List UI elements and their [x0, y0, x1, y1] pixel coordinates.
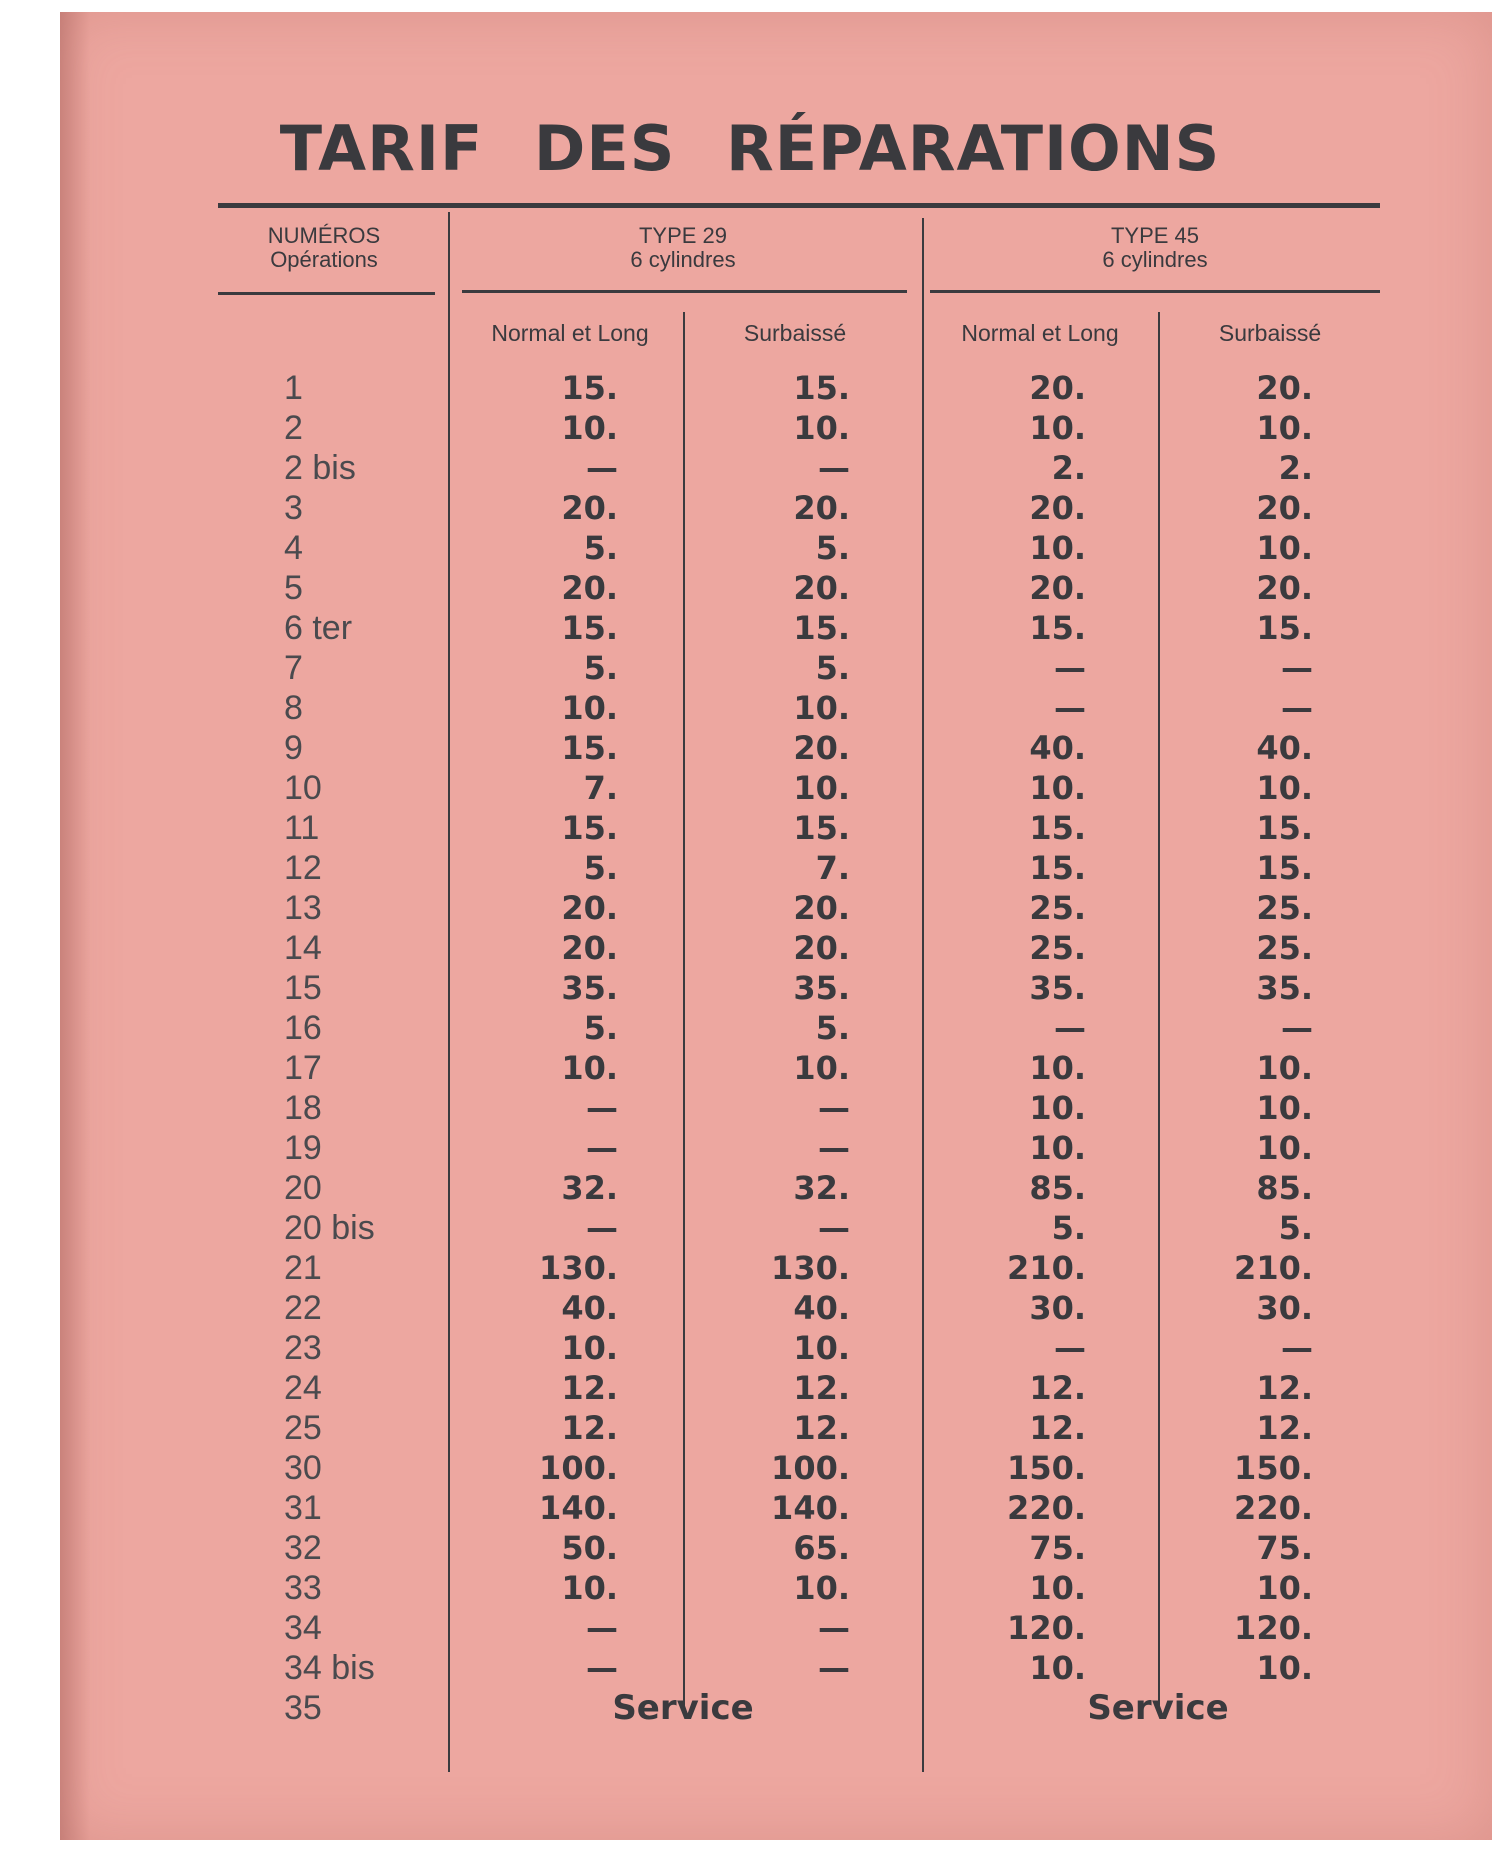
operation-number: 2 bis	[284, 449, 356, 487]
cell-type29-surbaisse: 32.	[793, 1169, 850, 1207]
cell-type45-surbaisse: —	[1281, 649, 1313, 687]
cell-type45-surbaisse: 210.	[1234, 1249, 1313, 1287]
cell-type29-normal: —	[586, 1609, 618, 1647]
cell-type45-surbaisse: 20.	[1256, 369, 1313, 407]
cell-type45-surbaisse: 25.	[1256, 929, 1313, 967]
table-row-service	[0, 1688, 1500, 1728]
cell-type45-normal: —	[1054, 649, 1086, 687]
operation-number: 7	[284, 649, 303, 687]
cell-type45-surbaisse: 10.	[1256, 1129, 1313, 1167]
cell-type29-normal: —	[586, 449, 618, 487]
cell-type45-surbaisse: 10.	[1256, 1049, 1313, 1087]
cell-type45-surbaisse: 20.	[1256, 569, 1313, 607]
cell-type45-surbaisse: 2.	[1278, 449, 1313, 487]
cell-type29-surbaisse: 100.	[771, 1449, 850, 1487]
cell-type45-normal: 10.	[1029, 1569, 1086, 1607]
cell-type45-surbaisse: 120.	[1234, 1609, 1313, 1647]
table-row	[0, 1008, 1500, 1048]
cell-type45-normal: 120.	[1007, 1609, 1086, 1647]
cell-type29-surbaisse: 12.	[793, 1369, 850, 1407]
table-row	[0, 1528, 1500, 1568]
table-row	[0, 528, 1500, 568]
cell-type29-normal: 15.	[561, 729, 618, 767]
type45-underline	[930, 290, 1380, 293]
numbers-underline	[218, 292, 435, 295]
cell-type45-surbaisse: 30.	[1256, 1289, 1313, 1327]
subheader-type29-normal: Normal et Long	[491, 320, 649, 346]
cell-type29-normal: 5.	[583, 529, 618, 567]
operation-number: 9	[284, 729, 303, 767]
cell-type45-normal: 30.	[1029, 1289, 1086, 1327]
cell-type45-surbaisse: 12.	[1256, 1409, 1313, 1447]
cell-type29-surbaisse: 20.	[793, 489, 850, 527]
cell-type29-normal: 5.	[583, 649, 618, 687]
cell-type45-normal: —	[1054, 689, 1086, 727]
cell-type29-surbaisse: 10.	[793, 689, 850, 727]
table-row	[0, 1168, 1500, 1208]
operation-number: 6 ter	[284, 609, 353, 647]
table-row	[0, 928, 1500, 968]
table-row	[0, 808, 1500, 848]
cell-type45-normal: 210.	[1007, 1249, 1086, 1287]
cell-type45-normal: 12.	[1029, 1369, 1086, 1407]
operation-number: 22	[284, 1289, 322, 1327]
cell-type29-normal: 10.	[561, 1329, 618, 1367]
table-row	[0, 968, 1500, 1008]
tariff-rows	[0, 368, 1500, 1728]
cell-type45-surbaisse: 10.	[1256, 1649, 1313, 1687]
cell-type45-surbaisse: 15.	[1256, 849, 1313, 887]
table-row	[0, 368, 1500, 408]
operation-number: 14	[284, 929, 322, 967]
cell-type45-normal: 10.	[1029, 1129, 1086, 1167]
subheader-type45-normal: Normal et Long	[961, 320, 1119, 346]
cell-type29-normal: —	[586, 1649, 618, 1687]
cell-type45-normal: 10.	[1029, 1649, 1086, 1687]
cell-type45-normal: 25.	[1029, 889, 1086, 927]
cell-type45-surbaisse: 5.	[1278, 1209, 1313, 1247]
operation-number: 34	[284, 1609, 322, 1647]
cell-type29-surbaisse: 10.	[793, 769, 850, 807]
operation-number: 25	[284, 1409, 322, 1447]
cell-type45-normal: 75.	[1029, 1529, 1086, 1567]
operation-number: 5	[284, 569, 303, 607]
cell-type45-normal: —	[1054, 1009, 1086, 1047]
cell-type29-surbaisse: 5.	[815, 529, 850, 567]
cell-type29-normal: 35.	[561, 969, 618, 1007]
cell-type29-surbaisse: 7.	[815, 849, 850, 887]
cell-type45-normal: 35.	[1029, 969, 1086, 1007]
cell-type29-surbaisse: 65.	[793, 1529, 850, 1567]
cell-type29-normal: 20.	[561, 569, 618, 607]
table-row	[0, 448, 1500, 488]
cell-type45-normal: 150.	[1007, 1449, 1086, 1487]
cell-type29-surbaisse: 35.	[793, 969, 850, 1007]
header-type45	[930, 224, 1380, 272]
table-row	[0, 1648, 1500, 1688]
cell-type29-normal: 100.	[539, 1449, 618, 1487]
cell-type29-surbaisse: 5.	[815, 1009, 850, 1047]
cell-type29-surbaisse: 130.	[771, 1249, 850, 1287]
cell-type29-surbaisse: 40.	[793, 1289, 850, 1327]
cell-type29-surbaisse: 5.	[815, 649, 850, 687]
cell-type29-normal: 7.	[583, 769, 618, 807]
table-row	[0, 1488, 1500, 1528]
cell-type45-normal: 10.	[1029, 409, 1086, 447]
cell-type45-normal: 12.	[1029, 1409, 1086, 1447]
header-type29-line1: TYPE 29	[638, 223, 728, 248]
operation-number: 20 bis	[284, 1209, 375, 1247]
operation-number: 24	[284, 1369, 322, 1407]
cell-type45-surbaisse: —	[1281, 1009, 1313, 1047]
operation-number: 32	[284, 1529, 322, 1567]
cell-type29-surbaisse: 10.	[793, 1329, 850, 1367]
cell-type29-normal: 12.	[561, 1409, 618, 1447]
cell-type29-surbaisse: 20.	[793, 889, 850, 927]
cell-type29-normal: 20.	[561, 889, 618, 927]
header-numbers	[218, 224, 430, 272]
cell-type29-normal: 10.	[561, 1569, 618, 1607]
type29-underline	[462, 290, 907, 293]
cell-type29-normal: 10.	[561, 1049, 618, 1087]
cell-type45-surbaisse: 12.	[1256, 1369, 1313, 1407]
cell-type29-surbaisse: —	[818, 1609, 850, 1647]
operation-number: 20	[284, 1169, 322, 1207]
table-row	[0, 648, 1500, 688]
operation-number: 15	[284, 969, 322, 1007]
cell-type29-normal: 140.	[539, 1489, 618, 1527]
table-row	[0, 1288, 1500, 1328]
operation-number: 11	[284, 809, 320, 847]
table-row	[0, 1408, 1500, 1448]
operation-number: 16	[284, 1009, 322, 1047]
subheader-type45-surbaisse: Surbaissé	[1218, 320, 1322, 346]
cell-type29-normal: 12.	[561, 1369, 618, 1407]
cell-type45-normal: 2.	[1051, 449, 1086, 487]
cell-type45-surbaisse: 20.	[1256, 489, 1313, 527]
cell-type45-normal: 5.	[1051, 1209, 1086, 1247]
table-row	[0, 408, 1500, 448]
cell-type29-normal: 15.	[561, 369, 618, 407]
operation-number: 8	[284, 689, 303, 727]
cell-type29-surbaisse: 15.	[793, 369, 850, 407]
operation-number: 18	[284, 1089, 322, 1127]
cell-type29-normal: 15.	[561, 809, 618, 847]
cell-type45-normal: 40.	[1029, 729, 1086, 767]
cell-type45-surbaisse: 220.	[1234, 1489, 1313, 1527]
operation-number: 1	[284, 369, 303, 407]
table-row	[0, 728, 1500, 768]
operation-number: 13	[284, 889, 322, 927]
cell-type45-surbaisse: —	[1281, 1329, 1313, 1367]
table-row	[0, 1608, 1500, 1648]
cell-type29-normal: 10.	[561, 409, 618, 447]
cell-type29-normal: 5.	[583, 1009, 618, 1047]
cell-type45-normal: 10.	[1029, 769, 1086, 807]
cell-type45-surbaisse: 10.	[1256, 1569, 1313, 1607]
operation-number: 2	[284, 409, 303, 447]
table-row	[0, 608, 1500, 648]
operation-number: 31	[284, 1489, 322, 1527]
cell-type29-normal: 50.	[561, 1529, 618, 1567]
cell-type45-surbaisse: 35.	[1256, 969, 1313, 1007]
cell-type45-normal: 85.	[1029, 1169, 1086, 1207]
cell-type29-normal: —	[586, 1129, 618, 1167]
cell-type45-surbaisse: 10.	[1256, 529, 1313, 567]
operation-number: 3	[284, 489, 303, 527]
cell-type29-normal: 40.	[561, 1289, 618, 1327]
header-type29	[462, 224, 904, 272]
cell-type45-surbaisse: —	[1281, 689, 1313, 727]
table-row	[0, 768, 1500, 808]
table-row	[0, 1248, 1500, 1288]
cell-type29-surbaisse: 12.	[793, 1409, 850, 1447]
cell-type29-normal: 15.	[561, 609, 618, 647]
cell-type45-normal: 15.	[1029, 809, 1086, 847]
cell-type29-normal: 20.	[561, 489, 618, 527]
cell-type45-surbaisse: 10.	[1256, 769, 1313, 807]
cell-type29-surbaisse: 15.	[793, 609, 850, 647]
header-type45-line2: 6 cylindres	[1102, 247, 1208, 272]
operation-number: 4	[284, 529, 303, 567]
table-row	[0, 1208, 1500, 1248]
cell-type45-surbaisse: 150.	[1234, 1449, 1313, 1487]
cell-type29-surbaisse: 20.	[793, 929, 850, 967]
table-row	[0, 1328, 1500, 1368]
table-row	[0, 1448, 1500, 1488]
header-type45-line1: TYPE 45	[1110, 223, 1200, 248]
cell-type29-normal: 20.	[561, 929, 618, 967]
cell-type29-surbaisse: —	[818, 1649, 850, 1687]
cell-type45-surbaisse: 15.	[1256, 609, 1313, 647]
operation-number: 23	[284, 1329, 322, 1367]
table-row	[0, 1128, 1500, 1168]
cell-type29-surbaisse: 20.	[793, 569, 850, 607]
cell-type45-normal: 15.	[1029, 609, 1086, 647]
cell-type29-surbaisse: 15.	[793, 809, 850, 847]
cell-type45-normal: 20.	[1029, 369, 1086, 407]
table-row	[0, 1368, 1500, 1408]
cell-type45-surbaisse: 85.	[1256, 1169, 1313, 1207]
cell-type29-surbaisse: 10.	[793, 409, 850, 447]
cell-type29-normal: 130.	[539, 1249, 618, 1287]
cell-type45-normal: 20.	[1029, 489, 1086, 527]
cell-type45-normal: 20.	[1029, 569, 1086, 607]
cell-type45-normal: —	[1054, 1329, 1086, 1367]
cell-type29-surbaisse: —	[818, 1089, 850, 1127]
top-rule	[218, 203, 1380, 208]
cell-type45-normal: 10.	[1029, 1089, 1086, 1127]
table-row	[0, 1048, 1500, 1088]
operation-number: 17	[284, 1049, 322, 1087]
page-title: TARIF DES RÉPARATIONS	[279, 112, 1221, 185]
cell-type29-surbaisse: 140.	[771, 1489, 850, 1527]
service-type29: Service	[612, 1688, 754, 1728]
table-row	[0, 1088, 1500, 1128]
cell-type29-normal: 5.	[583, 849, 618, 887]
cell-type29-normal: 10.	[561, 689, 618, 727]
cell-type29-surbaisse: 20.	[793, 729, 850, 767]
operation-number: 34 bis	[284, 1649, 375, 1687]
cell-type45-surbaisse: 10.	[1256, 1089, 1313, 1127]
operation-number: 19	[284, 1129, 322, 1167]
operation-number: 30	[284, 1449, 322, 1487]
cell-type45-surbaisse: 15.	[1256, 809, 1313, 847]
cell-type29-normal: 32.	[561, 1169, 618, 1207]
operation-number: 12	[284, 849, 322, 887]
cell-type45-normal: 220.	[1007, 1489, 1086, 1527]
operation-number: 33	[284, 1569, 322, 1607]
cell-type45-surbaisse: 40.	[1256, 729, 1313, 767]
header-numbers-line2: Opérations	[270, 247, 378, 272]
cell-type45-surbaisse: 25.	[1256, 889, 1313, 927]
table-row	[0, 688, 1500, 728]
table-row	[0, 568, 1500, 608]
cell-type29-surbaisse: —	[818, 1129, 850, 1167]
cell-type45-surbaisse: 10.	[1256, 409, 1313, 447]
cell-type29-surbaisse: 10.	[793, 1569, 850, 1607]
service-type45: Service	[1087, 1688, 1229, 1728]
cell-type29-normal: —	[586, 1089, 618, 1127]
operation-number: 21	[284, 1249, 322, 1287]
operation-number: 10	[284, 769, 322, 807]
cell-type45-normal: 25.	[1029, 929, 1086, 967]
cell-type29-surbaisse: —	[818, 449, 850, 487]
table-row	[0, 888, 1500, 928]
cell-type45-normal: 10.	[1029, 1049, 1086, 1087]
operation-number: 35	[284, 1689, 322, 1727]
cell-type45-normal: 10.	[1029, 529, 1086, 567]
cell-type29-surbaisse: —	[818, 1209, 850, 1247]
cell-type29-surbaisse: 10.	[793, 1049, 850, 1087]
subheader-type29-surbaisse: Surbaissé	[743, 320, 847, 346]
cell-type45-normal: 15.	[1029, 849, 1086, 887]
table-row	[0, 1568, 1500, 1608]
cell-type45-surbaisse: 75.	[1256, 1529, 1313, 1567]
table-row	[0, 488, 1500, 528]
table-row	[0, 848, 1500, 888]
cell-type29-normal: —	[586, 1209, 618, 1247]
header-numbers-line1: NUMÉROS	[267, 223, 381, 248]
header-type29-line2: 6 cylindres	[630, 247, 736, 272]
